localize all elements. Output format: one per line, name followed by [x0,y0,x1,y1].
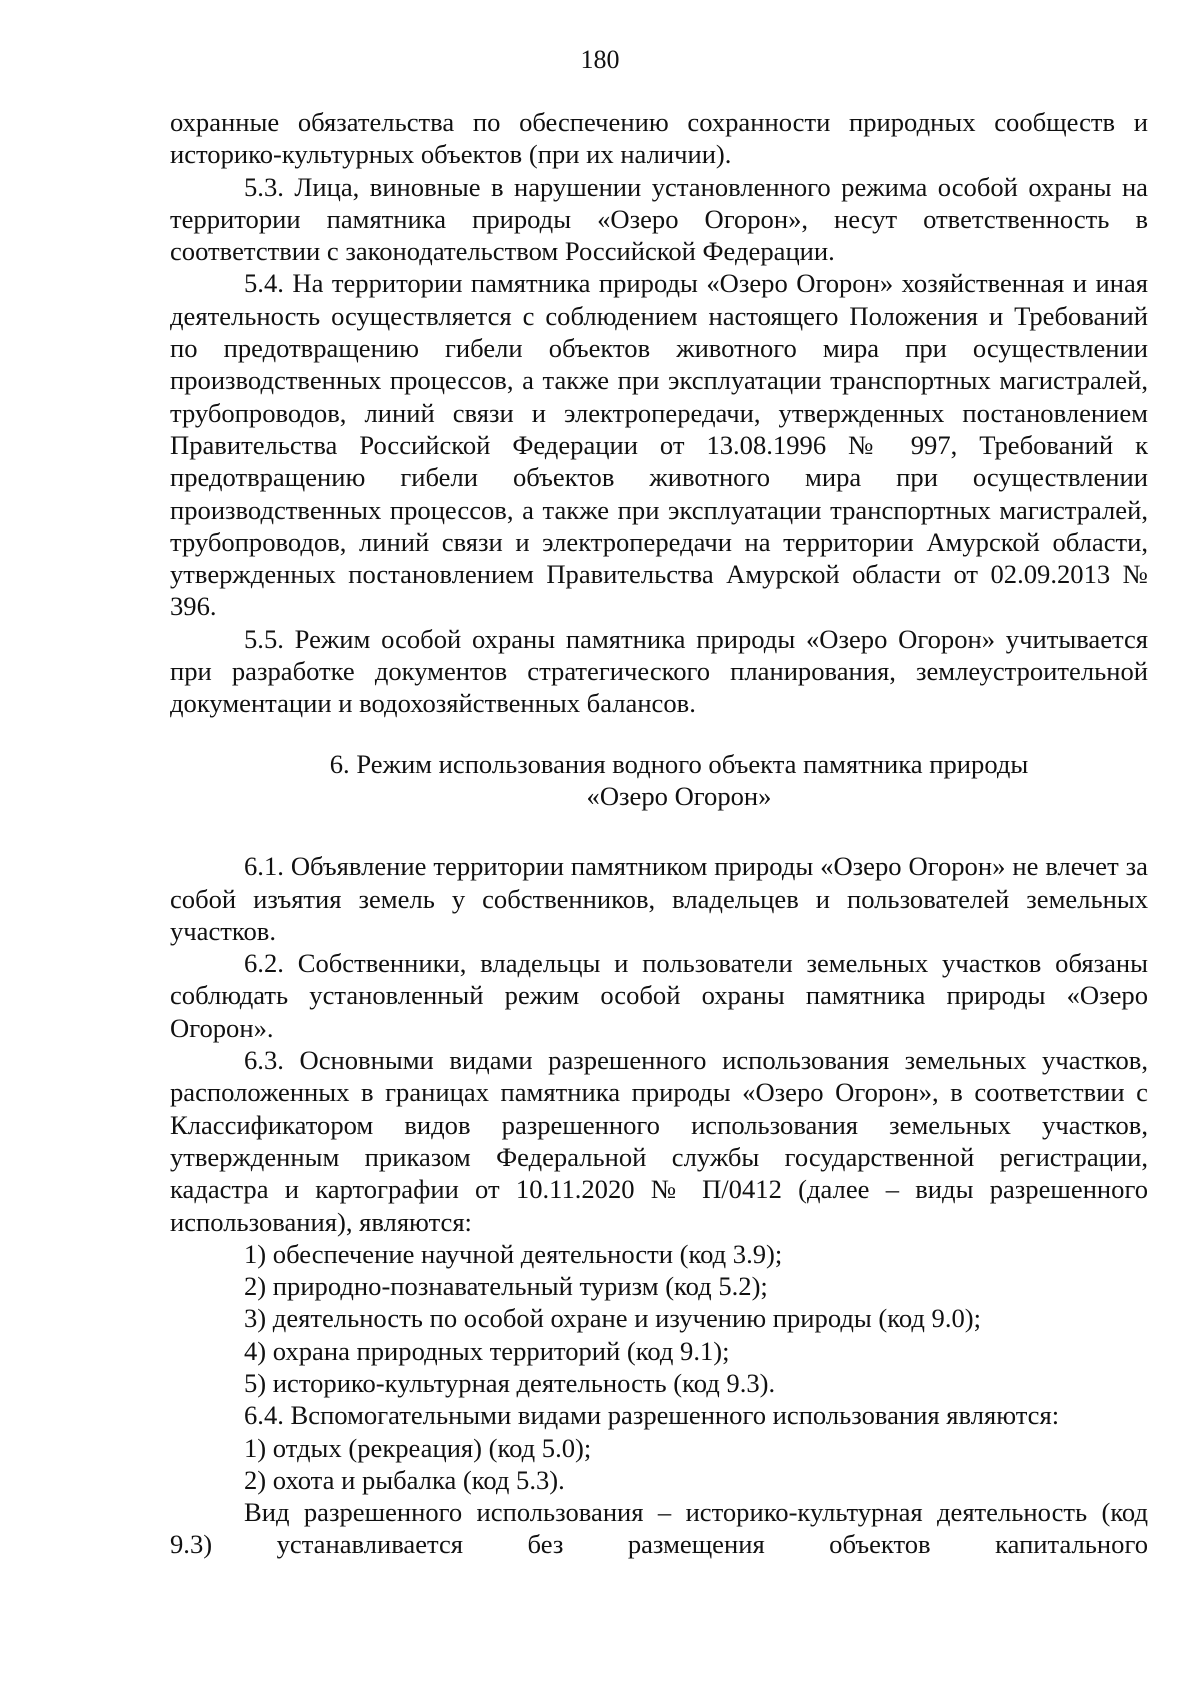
paragraph-5-5: 5.5. Режим особой охраны памятника природы «Озеро Огорон» учитывается при разработке документов стратегического планирования, землеустроительной документации и водохозяйственных балансов. [170,623,1148,719]
paragraph-5-3: 5.3. Лица, виновные в нарушении установленного режима особой охраны на территории памятника природы «Озеро Огорон», несут ответственность в соответствии с законодательством Российской Федерации. [170,171,1148,267]
spacer [170,812,1148,850]
list-item: 3) деятельность по особой охране и изучению природы (код 9.0); [244,1303,982,1334]
list-item: 2) природно-познавательный туризм (код 5.2); [244,1271,768,1302]
paragraph-6-1: 6.1. Объявление территории памятником природы «Озеро Огорон» не влечет за собой изъятия земель у собственников, владельцев и пользователей земельных участков. [170,851,1148,946]
paragraph-6-4: 6.4. Вспомогательными видами разрешенного использования являются: [244,1400,1060,1431]
document-body [170,106,1148,1561]
list-item: 1) обеспечение научной деятельности (код 3.9); [244,1238,783,1269]
list-item: 5) историко-культурная деятельность (код 9.3). [244,1367,776,1398]
page-number: 180 [580,45,620,74]
paragraph-continuation: охранные обязательства по обеспечению сохранности природных сообществ и историко-культурных объектов (при их наличии). [170,107,1148,170]
paragraph-5-4: 5.4. На территории памятника природы «Озеро Огорон» хозяйственная и иная деятельность осуществляется с соблюдением настоящего Положения и Требований по предотвращению гибели объектов животного мира при осуществлении производственных процессов, а также при эксплуатации транспортных магистралей, трубопроводов, линий связи и электропередачи, утвержденных постановлением Правительства Российской Федерации от 13.08.1996 № 997, Требований к предотвращению гибели объектов животного мира при осуществлении производственных процессов, а также при эксплуатации транспортных магистралей, трубопроводов, линий связи и электропередачи на территории Амурской области, утвержденных постановлением Правительства Амурской области от 02.09.2013 № 396. [170,268,1148,622]
section-heading-line-1: 6. Режим использования водного объекта памятника природы [329,748,1029,779]
list-item: 4) охрана природных территорий (код 9.1); [244,1335,730,1366]
list-item: 1) отдых (рекреация) (код 5.0); [244,1432,592,1463]
list-item: 2) охота и рыбалка (код 5.3). [244,1464,565,1495]
section-heading-line-2: «Озеро Огорон» [586,780,772,811]
paragraph-6-2: 6.2. Собственники, владельцы и пользователи земельных участков обязаны соблюдать установленный режим особой охраны памятника природы «Озеро Огорон». [170,948,1148,1043]
spacer [170,720,1148,748]
paragraph-6-3: 6.3. Основными видами разрешенного использования земельных участков, расположенных в границах памятника природы «Озеро Огорон», в соответствии с Классификатором видов разрешенного использования земельных участков, утвержденным приказом Федеральной службы государственной регистрации, кадастра и картографии от 10.11.2020 № П/0412 (далее – виды разрешенного использования), являются: [170,1045,1148,1237]
paragraph-closing: Вид разрешенного использования – историко-культурная деятельность (код 9.3) устанавливается без размещения объектов капитального [170,1497,1148,1560]
